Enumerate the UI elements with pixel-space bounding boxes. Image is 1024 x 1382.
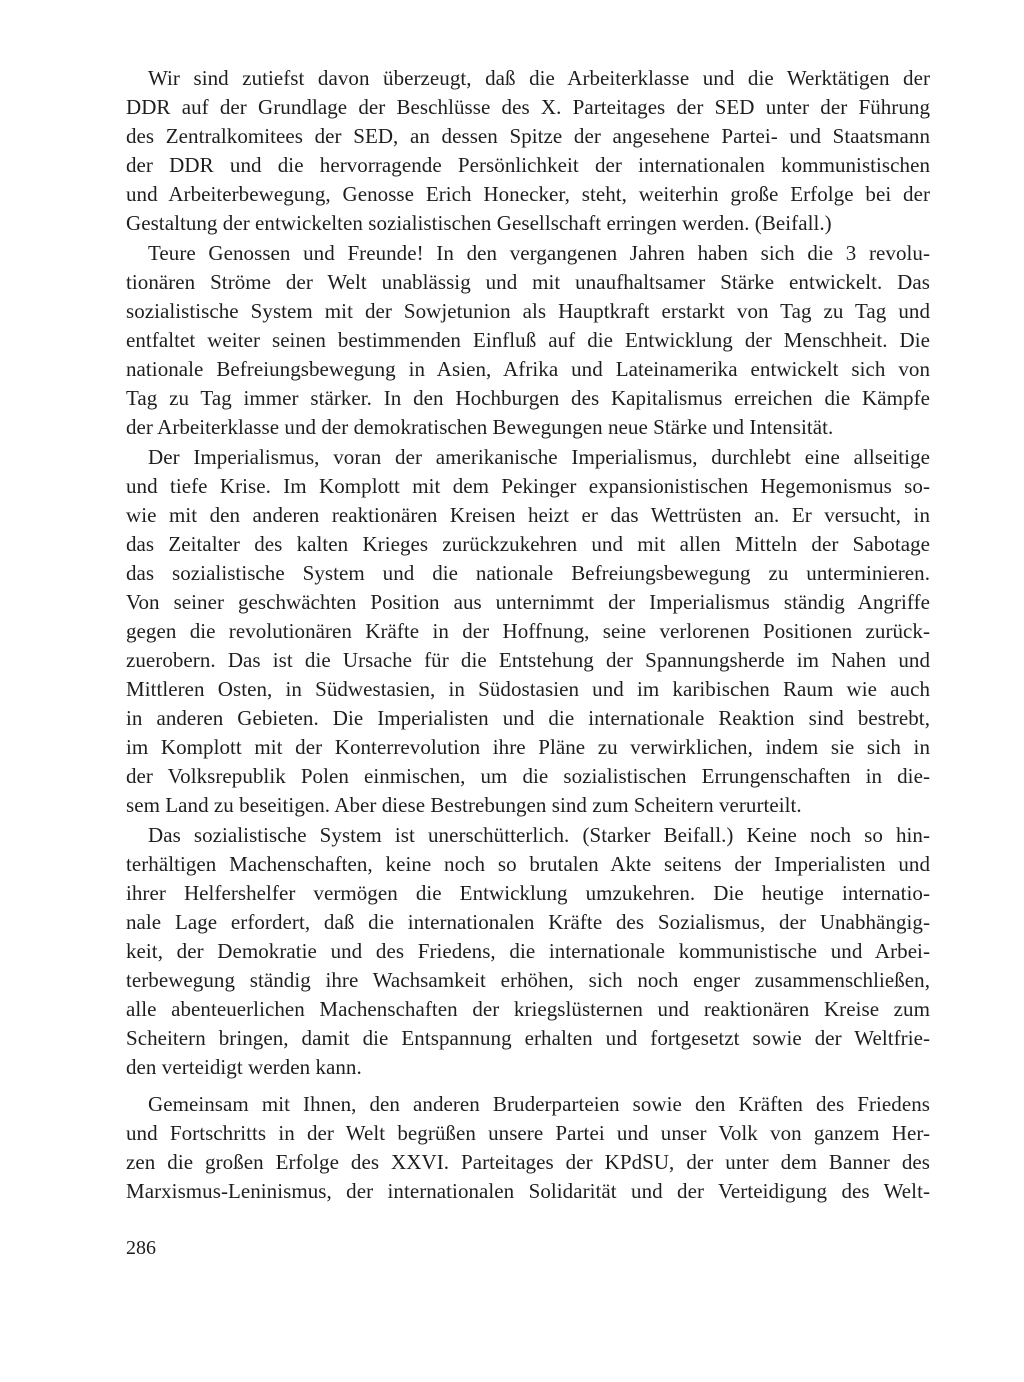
body-text xyxy=(126,64,930,1206)
text-line: und Arbeiterbewegung, Genosse Erich Honecker, steht, weiterhin große Erfolge bei der xyxy=(126,182,930,206)
text-line: ihrer Helfershelfer vermögen die Entwicklung umzukehren. Die heutige internatio- xyxy=(126,881,930,905)
text-line: und tiefe Krise. Im Komplott mit dem Pekinger expansionistischen Hegemonismus so- xyxy=(126,474,930,498)
text-line: nationale Befreiungsbewegung in Asien, Afrika und Lateinamerika entwickelt sich von xyxy=(126,357,930,381)
text-line: im Komplott mit der Konterrevolution ihre Pläne zu verwirklichen, indem sie sich in xyxy=(126,735,930,759)
text-line: in anderen Gebieten. Die Imperialisten und die internationale Reaktion sind bestrebt, xyxy=(126,706,930,730)
text-line: keit, der Demokratie und des Friedens, die internationale kommunistische und Arbei- xyxy=(126,939,930,963)
text-line: sem Land zu beseitigen. Aber diese Bestrebungen sind zum Scheitern verurteilt. xyxy=(126,793,802,817)
text-line: gegen die revolutionären Kräfte in der Hoffnung, seine verlorenen Positionen zurück- xyxy=(126,619,930,643)
text-line: Gestaltung der entwickelten sozialistischen Gesellschaft erringen werden. (Beifall.) xyxy=(126,211,832,235)
text-line: der Volksrepublik Polen einmischen, um die sozialistischen Errungenschaften in die- xyxy=(126,764,930,788)
text-line: terbewegung ständig ihre Wachsamkeit erhöhen, sich noch enger zusammenschließen, xyxy=(126,968,930,992)
text-line: des Zentralkomitees der SED, an dessen Spitze der angesehene Partei- und Staatsmann xyxy=(126,124,930,148)
text-line: Mittleren Osten, in Südwestasien, in Südostasien und im karibischen Raum wie auch xyxy=(126,677,930,701)
page-number: 286 xyxy=(126,1237,156,1259)
text-line: Das sozialistische System ist unerschütterlich. (Starker Beifall.) Keine noch so hin- xyxy=(148,823,930,847)
text-line: der Arbeiterklasse und der demokratischen Bewegungen neue Stärke und Intensität. xyxy=(126,415,834,439)
paragraph-3 xyxy=(126,443,930,820)
text-line: Der Imperialismus, voran der amerikanische Imperialismus, durchlebt eine allseitige xyxy=(148,445,930,469)
paragraph-5 xyxy=(126,1090,930,1206)
text-line: Von seiner geschwächten Position aus unternimmt der Imperialismus ständig Angriffe xyxy=(126,590,930,614)
text-line: Teure Genossen und Freunde! In den vergangenen Jahren haben sich die 3 revolu- xyxy=(148,241,930,265)
text-line: alle abenteuerlichen Machenschaften der kriegslüsternen und reaktionären Kreise zum xyxy=(126,997,930,1021)
text-line: DDR auf der Grundlage der Beschlüsse des X. Parteitages der SED unter der Führung xyxy=(126,95,930,119)
text-line: Tag zu Tag immer stärker. In den Hochburgen des Kapitalismus erreichen die Kämpfe xyxy=(126,386,930,410)
text-line: terhältigen Machenschaften, keine noch so brutalen Akte seitens der Imperialisten und xyxy=(126,852,930,876)
text-line: Marxismus-Leninismus, der internationalen Solidarität und der Verteidigung des Welt- xyxy=(126,1179,930,1203)
text-line: zuerobern. Das ist die Ursache für die Entstehung der Spannungsherde im Nahen und xyxy=(126,648,930,672)
text-line: Gemeinsam mit Ihnen, den anderen Bruderparteien sowie den Kräften des Friedens xyxy=(148,1092,930,1116)
text-line: und Fortschritts in der Welt begrüßen unsere Partei und unser Volk von ganzem Her- xyxy=(126,1121,930,1145)
text-line: der DDR und die hervorragende Persönlichkeit der internationalen kommunistischen xyxy=(126,153,930,177)
text-line: nale Lage erfordert, daß die internationalen Kräfte des Sozialismus, der Unabhängig- xyxy=(126,910,930,934)
paragraph-1 xyxy=(126,64,930,238)
text-line: Wir sind zutiefst davon überzeugt, daß die Arbeiterklasse und die Werktätigen der xyxy=(148,66,930,90)
paragraph-2 xyxy=(126,239,930,442)
text-line: das Zeitalter des kalten Krieges zurückzukehren und mit allen Mitteln der Sabotage xyxy=(126,532,930,556)
text-line: entfaltet weiter seinen bestimmenden Einfluß auf die Entwicklung der Menschheit. Die xyxy=(126,328,930,352)
text-line: tionären Ströme der Welt unablässig und mit unaufhaltsamer Stärke entwickelt. Das xyxy=(126,270,930,294)
text-line: zen die großen Erfolge des XXVI. Parteitages der KPdSU, der unter dem Banner des xyxy=(126,1150,930,1174)
text-line: den verteidigt werden kann. xyxy=(126,1055,362,1079)
paragraph-4 xyxy=(126,821,930,1082)
text-line: das sozialistische System und die nationale Befreiungsbewegung zu unterminieren. xyxy=(126,561,930,585)
text-line: Scheitern bringen, damit die Entspannung erhalten und fortgesetzt sowie der Weltfrie- xyxy=(126,1026,930,1050)
text-line: sozialistische System mit der Sowjetunion als Hauptkraft erstarkt von Tag zu Tag und xyxy=(126,299,930,323)
text-line: wie mit den anderen reaktionären Kreisen heizt er das Wettrüsten an. Er versucht, in xyxy=(126,503,930,527)
